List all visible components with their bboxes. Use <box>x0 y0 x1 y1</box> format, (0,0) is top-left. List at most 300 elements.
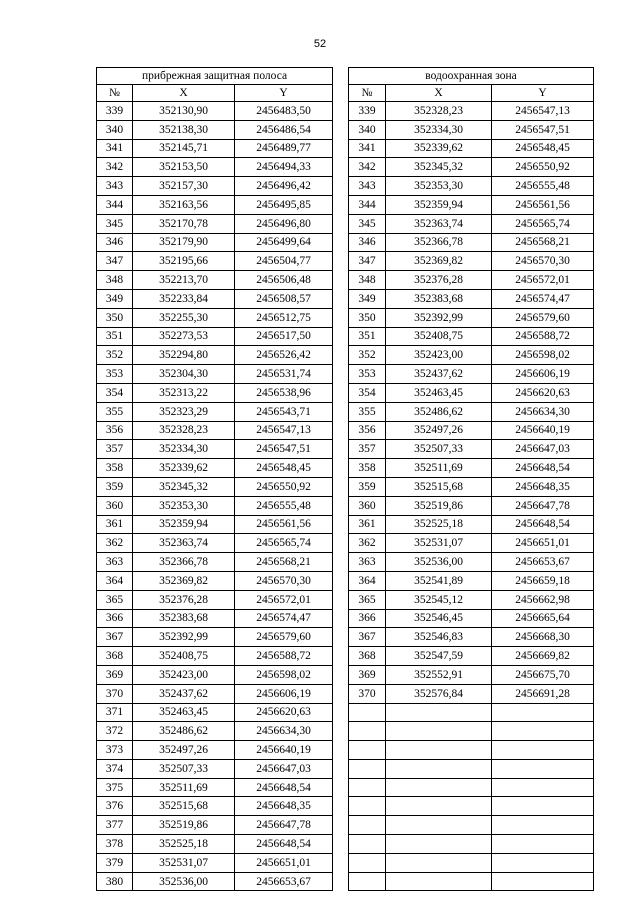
table-body <box>97 102 594 891</box>
column-gap <box>333 647 349 666</box>
left-cell-x: 352255,30 <box>133 308 235 327</box>
left-cell-x: 352294,80 <box>133 346 235 365</box>
right-cell-number: 345 <box>349 214 386 233</box>
right-cell-y: 2456651,01 <box>492 534 594 553</box>
left-cell-number: 364 <box>97 571 133 590</box>
column-gap <box>333 553 349 572</box>
left-cell-x: 352536,00 <box>133 872 235 891</box>
table-row <box>97 440 594 459</box>
right-cell-y: 2456640,19 <box>492 421 594 440</box>
right-cell-y <box>492 778 594 797</box>
right-cell-y: 2456598,02 <box>492 346 594 365</box>
left-cell-number: 354 <box>97 383 133 402</box>
left-cell-y: 2456526,42 <box>235 346 333 365</box>
column-gap <box>333 68 349 85</box>
left-cell-number: 379 <box>97 853 133 872</box>
right-cell-x: 352541,89 <box>386 571 492 590</box>
table-row <box>97 496 594 515</box>
left-cell-y: 2456634,30 <box>235 722 333 741</box>
left-cell-number: 377 <box>97 816 133 835</box>
table-row <box>97 872 594 891</box>
left-cell-x: 352376,28 <box>133 590 235 609</box>
right-cell-number: 341 <box>349 139 386 158</box>
right-cell-y: 2456647,78 <box>492 496 594 515</box>
column-gap <box>333 477 349 496</box>
right-cell-number: 351 <box>349 327 386 346</box>
table-row <box>97 665 594 684</box>
right-cell-y: 2456547,51 <box>492 120 594 139</box>
left-cell-x: 352515,68 <box>133 797 235 816</box>
left-cell-y: 2456512,75 <box>235 308 333 327</box>
right-cell-number: 346 <box>349 233 386 252</box>
right-cell-x: 352519,86 <box>386 496 492 515</box>
left-cell-y: 2456651,01 <box>235 853 333 872</box>
table-row <box>97 515 594 534</box>
left-cell-number: 380 <box>97 872 133 891</box>
column-gap <box>333 759 349 778</box>
left-cell-x: 352213,70 <box>133 271 235 290</box>
left-cell-y: 2456504,77 <box>235 252 333 271</box>
right-cell-x <box>386 759 492 778</box>
right-cell-number: 350 <box>349 308 386 327</box>
right-cell-x: 352552,91 <box>386 665 492 684</box>
right-cell-number: 362 <box>349 534 386 553</box>
column-gap <box>333 158 349 177</box>
right-cell-x: 352369,82 <box>386 252 492 271</box>
left-cell-y: 2456606,19 <box>235 684 333 703</box>
table-row <box>97 214 594 233</box>
left-header-x: X <box>133 85 235 102</box>
column-gap <box>333 177 349 196</box>
column-gap <box>333 421 349 440</box>
right-cell-x <box>386 872 492 891</box>
right-cell-number: 370 <box>349 684 386 703</box>
right-cell-y: 2456588,72 <box>492 327 594 346</box>
table-row <box>97 346 594 365</box>
table-row <box>97 722 594 741</box>
right-cell-y: 2456691,28 <box>492 684 594 703</box>
left-cell-number: 349 <box>97 289 133 308</box>
left-cell-x: 352145,71 <box>133 139 235 158</box>
right-cell-y: 2456606,19 <box>492 365 594 384</box>
right-cell-number: 342 <box>349 158 386 177</box>
right-cell-number: 368 <box>349 647 386 666</box>
right-cell-y: 2456570,30 <box>492 252 594 271</box>
left-cell-number: 369 <box>97 665 133 684</box>
right-cell-y: 2456668,30 <box>492 628 594 647</box>
left-cell-y: 2456561,56 <box>235 515 333 534</box>
right-cell-x: 352334,30 <box>386 120 492 139</box>
left-cell-y: 2456574,47 <box>235 609 333 628</box>
table-row <box>97 609 594 628</box>
right-cell-x: 352359,94 <box>386 195 492 214</box>
left-cell-y: 2456648,54 <box>235 778 333 797</box>
right-cell-y: 2456648,54 <box>492 515 594 534</box>
table-row <box>97 647 594 666</box>
column-gap <box>333 741 349 760</box>
left-cell-x: 352345,32 <box>133 477 235 496</box>
column-gap <box>333 534 349 553</box>
right-cell-x: 352366,78 <box>386 233 492 252</box>
column-gap <box>333 628 349 647</box>
left-cell-y: 2456647,03 <box>235 759 333 778</box>
column-gap <box>333 835 349 854</box>
table-row <box>97 684 594 703</box>
right-cell-y <box>492 759 594 778</box>
left-cell-x: 352163,56 <box>133 195 235 214</box>
left-cell-number: 348 <box>97 271 133 290</box>
left-cell-number: 360 <box>97 496 133 515</box>
column-gap <box>333 459 349 478</box>
left-cell-number: 339 <box>97 102 133 121</box>
left-cell-y: 2456496,42 <box>235 177 333 196</box>
right-header-number: № <box>349 85 386 102</box>
right-cell-number: 365 <box>349 590 386 609</box>
right-cell-x <box>386 722 492 741</box>
right-header-y: Y <box>492 85 594 102</box>
left-cell-x: 352369,82 <box>133 571 235 590</box>
left-cell-y: 2456648,35 <box>235 797 333 816</box>
right-cell-number: 358 <box>349 459 386 478</box>
table-row <box>97 102 594 121</box>
left-cell-number: 375 <box>97 778 133 797</box>
left-cell-x: 352273,53 <box>133 327 235 346</box>
right-cell-x <box>386 778 492 797</box>
left-cell-y: 2456508,57 <box>235 289 333 308</box>
table-row <box>97 327 594 346</box>
right-cell-y: 2456550,92 <box>492 158 594 177</box>
table-row <box>97 778 594 797</box>
right-cell-number <box>349 759 386 778</box>
left-cell-x: 352304,30 <box>133 365 235 384</box>
right-cell-x: 352547,59 <box>386 647 492 666</box>
right-cell-y: 2456648,35 <box>492 477 594 496</box>
table-row <box>97 289 594 308</box>
left-cell-number: 359 <box>97 477 133 496</box>
left-cell-x: 352359,94 <box>133 515 235 534</box>
left-cell-x: 352157,30 <box>133 177 235 196</box>
right-cell-number <box>349 722 386 741</box>
right-cell-y: 2456665,64 <box>492 609 594 628</box>
right-cell-number <box>349 816 386 835</box>
column-gap <box>333 872 349 891</box>
table-row <box>97 835 594 854</box>
table-row <box>97 534 594 553</box>
table-row <box>97 853 594 872</box>
left-cell-x: 352195,66 <box>133 252 235 271</box>
left-cell-y: 2456538,96 <box>235 383 333 402</box>
table-row <box>97 383 594 402</box>
table-row <box>97 421 594 440</box>
left-cell-x: 352334,30 <box>133 440 235 459</box>
left-cell-number: 363 <box>97 553 133 572</box>
column-gap <box>333 703 349 722</box>
column-gap <box>333 139 349 158</box>
column-gap <box>333 571 349 590</box>
right-cell-y <box>492 797 594 816</box>
right-cell-number <box>349 703 386 722</box>
left-cell-x: 352313,22 <box>133 383 235 402</box>
left-cell-y: 2456647,78 <box>235 816 333 835</box>
right-cell-x: 352486,62 <box>386 402 492 421</box>
left-cell-x: 352328,23 <box>133 421 235 440</box>
column-gap <box>333 383 349 402</box>
table-row <box>97 797 594 816</box>
right-cell-y: 2456669,82 <box>492 647 594 666</box>
left-cell-y: 2456499,64 <box>235 233 333 252</box>
right-cell-number: 348 <box>349 271 386 290</box>
table-row <box>97 571 594 590</box>
left-cell-x: 352531,07 <box>133 853 235 872</box>
left-cell-x: 352366,78 <box>133 553 235 572</box>
right-cell-y <box>492 872 594 891</box>
left-cell-number: 351 <box>97 327 133 346</box>
left-cell-x: 352463,45 <box>133 703 235 722</box>
left-cell-number: 343 <box>97 177 133 196</box>
right-cell-x <box>386 741 492 760</box>
column-gap <box>333 102 349 121</box>
right-header-x: X <box>386 85 492 102</box>
left-cell-number: 372 <box>97 722 133 741</box>
left-cell-x: 352519,86 <box>133 816 235 835</box>
left-cell-x: 352486,62 <box>133 722 235 741</box>
table-row <box>97 233 594 252</box>
left-cell-number: 344 <box>97 195 133 214</box>
left-cell-x: 352383,68 <box>133 609 235 628</box>
left-cell-x: 352507,33 <box>133 759 235 778</box>
right-cell-number: 359 <box>349 477 386 496</box>
left-cell-number: 368 <box>97 647 133 666</box>
left-cell-y: 2456489,77 <box>235 139 333 158</box>
left-cell-x: 352153,50 <box>133 158 235 177</box>
table-row <box>97 139 594 158</box>
table-row <box>97 741 594 760</box>
left-cell-number: 356 <box>97 421 133 440</box>
column-gap <box>333 402 349 421</box>
table-row <box>97 759 594 778</box>
left-cell-x: 352170,78 <box>133 214 235 233</box>
right-cell-x: 352507,33 <box>386 440 492 459</box>
left-cell-x: 352423,00 <box>133 665 235 684</box>
left-cell-y: 2456506,48 <box>235 271 333 290</box>
right-cell-x: 352531,07 <box>386 534 492 553</box>
column-gap <box>333 665 349 684</box>
left-cell-y: 2456653,67 <box>235 872 333 891</box>
right-cell-y <box>492 816 594 835</box>
column-header-row <box>97 85 594 102</box>
coordinates-table <box>96 67 594 891</box>
right-cell-y: 2456647,03 <box>492 440 594 459</box>
left-cell-number: 352 <box>97 346 133 365</box>
left-cell-x: 352179,90 <box>133 233 235 252</box>
column-gap <box>333 214 349 233</box>
column-gap <box>333 797 349 816</box>
right-cell-number <box>349 872 386 891</box>
left-cell-y: 2456579,60 <box>235 628 333 647</box>
right-cell-x <box>386 797 492 816</box>
table-row <box>97 553 594 572</box>
right-cell-number: 353 <box>349 365 386 384</box>
right-cell-number <box>349 778 386 797</box>
table-row <box>97 628 594 647</box>
left-cell-y: 2456640,19 <box>235 741 333 760</box>
right-cell-y: 2456662,98 <box>492 590 594 609</box>
left-cell-x: 352130,90 <box>133 102 235 121</box>
right-cell-x: 352345,32 <box>386 158 492 177</box>
column-gap <box>333 684 349 703</box>
table-row <box>97 195 594 214</box>
left-cell-y: 2456548,45 <box>235 459 333 478</box>
right-cell-x <box>386 816 492 835</box>
right-cell-x: 352353,30 <box>386 177 492 196</box>
column-gap <box>333 346 349 365</box>
right-cell-y: 2456565,74 <box>492 214 594 233</box>
table-row <box>97 271 594 290</box>
left-cell-number: 373 <box>97 741 133 760</box>
right-cell-number: 349 <box>349 289 386 308</box>
table-row <box>97 252 594 271</box>
right-cell-y: 2456555,48 <box>492 177 594 196</box>
right-cell-number: 357 <box>349 440 386 459</box>
left-cell-number: 340 <box>97 120 133 139</box>
column-gap <box>333 308 349 327</box>
right-cell-number: 355 <box>349 402 386 421</box>
column-gap <box>333 496 349 515</box>
right-cell-number: 339 <box>349 102 386 121</box>
left-cell-y: 2456486,54 <box>235 120 333 139</box>
left-cell-y: 2456598,02 <box>235 665 333 684</box>
left-cell-y: 2456517,50 <box>235 327 333 346</box>
left-cell-x: 352363,74 <box>133 534 235 553</box>
right-cell-x: 352515,68 <box>386 477 492 496</box>
table-row <box>97 177 594 196</box>
right-cell-number: 369 <box>349 665 386 684</box>
left-cell-x: 352525,18 <box>133 835 235 854</box>
table-row <box>97 158 594 177</box>
left-cell-number: 355 <box>97 402 133 421</box>
left-cell-y: 2456531,74 <box>235 365 333 384</box>
right-cell-x: 352545,12 <box>386 590 492 609</box>
column-gap <box>333 590 349 609</box>
column-gap <box>333 271 349 290</box>
right-cell-y <box>492 741 594 760</box>
right-cell-x: 352437,62 <box>386 365 492 384</box>
right-cell-x <box>386 703 492 722</box>
left-cell-number: 358 <box>97 459 133 478</box>
right-cell-number: 363 <box>349 553 386 572</box>
left-cell-x: 352353,30 <box>133 496 235 515</box>
right-cell-y <box>492 722 594 741</box>
right-cell-y: 2456648,54 <box>492 459 594 478</box>
left-cell-number: 371 <box>97 703 133 722</box>
section-title-row <box>97 68 594 85</box>
left-cell-y: 2456565,74 <box>235 534 333 553</box>
left-cell-number: 361 <box>97 515 133 534</box>
left-section-title: прибрежная защитная полоса <box>97 68 333 85</box>
column-gap <box>333 365 349 384</box>
column-gap <box>333 609 349 628</box>
table-row <box>97 459 594 478</box>
right-cell-x: 352339,62 <box>386 139 492 158</box>
left-cell-number: 370 <box>97 684 133 703</box>
right-cell-number: 354 <box>349 383 386 402</box>
table-row <box>97 365 594 384</box>
right-cell-number <box>349 741 386 760</box>
right-cell-number: 361 <box>349 515 386 534</box>
left-cell-x: 352437,62 <box>133 684 235 703</box>
left-cell-x: 352233,84 <box>133 289 235 308</box>
right-cell-x: 352497,26 <box>386 421 492 440</box>
right-cell-y: 2456620,63 <box>492 383 594 402</box>
right-cell-number: 366 <box>349 609 386 628</box>
right-cell-number: 340 <box>349 120 386 139</box>
right-cell-number: 360 <box>349 496 386 515</box>
right-cell-x: 352536,00 <box>386 553 492 572</box>
right-cell-x: 352525,18 <box>386 515 492 534</box>
left-cell-number: 347 <box>97 252 133 271</box>
right-cell-x: 352576,84 <box>386 684 492 703</box>
left-cell-y: 2456572,01 <box>235 590 333 609</box>
left-cell-number: 357 <box>97 440 133 459</box>
right-cell-number <box>349 797 386 816</box>
left-cell-number: 350 <box>97 308 133 327</box>
right-cell-number: 343 <box>349 177 386 196</box>
right-cell-number: 352 <box>349 346 386 365</box>
left-cell-y: 2456496,80 <box>235 214 333 233</box>
right-cell-x: 352392,99 <box>386 308 492 327</box>
column-gap <box>333 252 349 271</box>
column-gap <box>333 816 349 835</box>
right-cell-x: 352328,23 <box>386 102 492 121</box>
table-row <box>97 477 594 496</box>
right-cell-x: 352546,45 <box>386 609 492 628</box>
table-row <box>97 590 594 609</box>
left-cell-y: 2456555,48 <box>235 496 333 515</box>
left-cell-x: 352408,75 <box>133 647 235 666</box>
column-gap <box>333 195 349 214</box>
left-cell-y: 2456648,54 <box>235 835 333 854</box>
left-cell-number: 341 <box>97 139 133 158</box>
column-gap <box>333 515 349 534</box>
column-gap <box>333 722 349 741</box>
column-gap <box>333 327 349 346</box>
right-cell-y <box>492 853 594 872</box>
column-gap <box>333 778 349 797</box>
left-cell-x: 352323,29 <box>133 402 235 421</box>
left-cell-number: 367 <box>97 628 133 647</box>
left-cell-y: 2456568,21 <box>235 553 333 572</box>
column-gap <box>333 853 349 872</box>
right-cell-y: 2456675,70 <box>492 665 594 684</box>
right-cell-x: 352408,75 <box>386 327 492 346</box>
column-gap <box>333 289 349 308</box>
left-cell-number: 362 <box>97 534 133 553</box>
left-cell-x: 352339,62 <box>133 459 235 478</box>
right-cell-y: 2456561,56 <box>492 195 594 214</box>
table-row <box>97 402 594 421</box>
column-gap <box>333 233 349 252</box>
right-cell-x <box>386 853 492 872</box>
right-cell-y: 2456547,13 <box>492 102 594 121</box>
left-cell-y: 2456588,72 <box>235 647 333 666</box>
left-cell-number: 353 <box>97 365 133 384</box>
left-cell-x: 352497,26 <box>133 741 235 760</box>
right-cell-x: 352546,83 <box>386 628 492 647</box>
right-cell-x: 352376,28 <box>386 271 492 290</box>
right-cell-number <box>349 835 386 854</box>
table-row <box>97 703 594 722</box>
right-cell-x: 352383,68 <box>386 289 492 308</box>
